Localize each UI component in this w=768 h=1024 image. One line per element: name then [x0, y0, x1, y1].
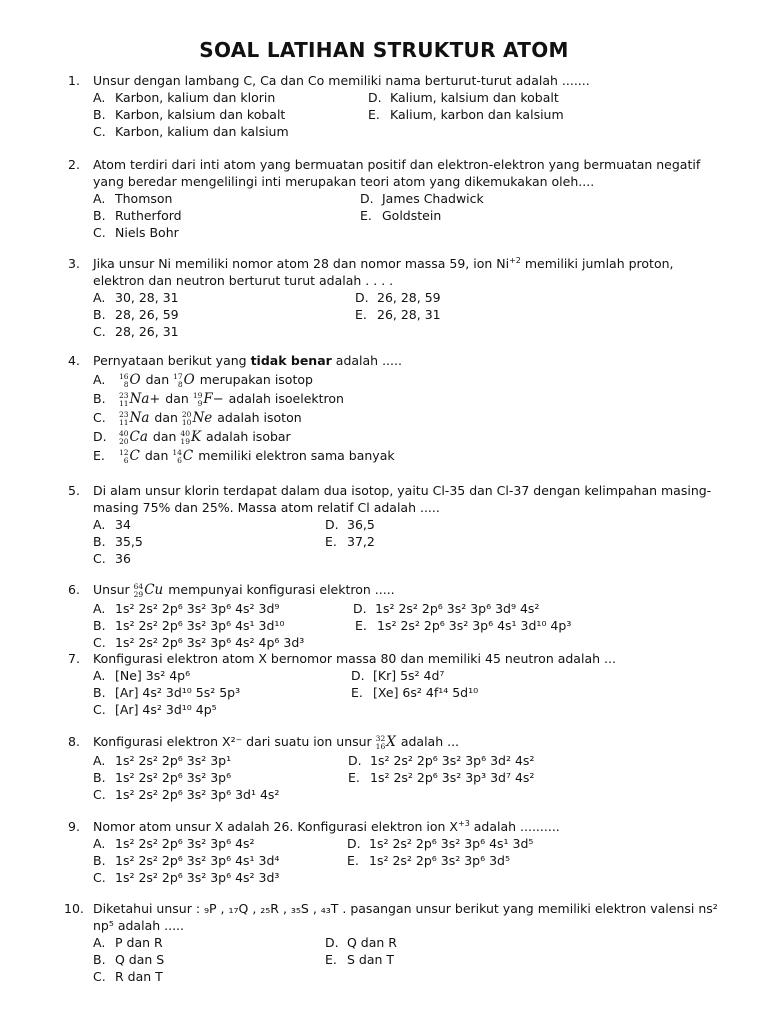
option-e: E. 1s² 2s² 2p⁶ 3s² 3p⁶ 4s¹ 3d¹⁰ 4p³ [355, 618, 572, 633]
option-a: A. Karbon, kalium dan klorin [93, 90, 276, 105]
option-d: D. 1s² 2s² 2p⁶ 3s² 3p⁶ 4s¹ 3d⁵ [347, 836, 534, 851]
question-number: 6. [68, 582, 80, 597]
option-e: E. 12 6 C dan 14 6 C memiliki elektron sama banyak [93, 447, 395, 465]
option-a: A. 1s² 2s² 2p⁶ 3s² 3p⁶ 4s² 3d⁹ [93, 601, 280, 616]
page-title: SOAL LATIHAN STRUKTUR ATOM [199, 38, 569, 62]
question-6 [68, 581, 718, 650]
option-d: D. 1s² 2s² 2p⁶ 3s² 3p⁶ 3d² 4s² [348, 753, 535, 768]
option-a: A. P dan R [93, 935, 163, 950]
option-e: E. 26, 28, 31 [355, 307, 441, 322]
option-c: C. 1s² 2s² 2p⁶ 3s² 3p⁶ 4s² 3d³ [93, 870, 280, 885]
option-c: C. 23 11 Na dan 20 10 Ne adalah isoton [93, 409, 302, 427]
nuclide-notation: 12 6 C [118, 447, 140, 465]
question-7 [68, 650, 718, 718]
question-stem [68, 482, 718, 516]
question-stem [68, 352, 718, 369]
option-e: E. Kalium, karbon dan kalsium [368, 107, 564, 122]
option-d: D. James Chadwick [360, 191, 484, 206]
question-stem [68, 156, 718, 190]
nuclide-notation: 40 19 K [180, 428, 202, 446]
option-e: E. [Xe] 6s² 4f¹⁴ 5d¹⁰ [351, 685, 479, 700]
nuclide-notation: 19 9 F − [192, 390, 224, 408]
question-stem [64, 900, 718, 934]
question-number: 9. [68, 819, 80, 834]
option-a: A. 1s² 2s² 2p⁶ 3s² 3p¹ [93, 753, 232, 768]
option-d: D. Kalium, kalsium dan kobalt [368, 90, 559, 105]
nuclide-notation: 40 20 Ca [118, 428, 148, 446]
question-text: Di alam unsur klorin terdapat dalam dua isotop, yaitu Cl-35 dan Cl-37 dengan kelimpahan masing-masing 75% dan 25%. Massa atom relatif Cl adalah ..... [93, 483, 712, 515]
option-c: C. 28, 26, 31 [93, 324, 179, 339]
nuclide-notation: 23 11 Na + [118, 390, 161, 408]
nuclide-notation: 23 11 Na [118, 409, 150, 427]
option-b: B. Rutherford [93, 208, 182, 223]
question-text: Konfigurasi elektron atom X bernomor massa 80 dan memiliki 45 neutron adalah ... [93, 651, 616, 666]
option-d: D. 40 20 Ca dan 40 19 K adalah isobar [93, 428, 291, 446]
question-1 [68, 72, 718, 140]
option-b: B. 35,5 [93, 534, 143, 549]
question-number: 10. [64, 901, 84, 916]
question-text: Atom terdiri dari inti atom yang bermuatan positif dan elektron-elektron yang bermuatan negatif yang beredar mengelilingi inti merupakan teori atom yang dikemukakan oleh.... [93, 157, 701, 189]
question-2 [68, 156, 718, 241]
nuclide-notation: 17 8 O [173, 371, 195, 389]
option-d: D. 26, 28, 59 [355, 290, 441, 305]
question-stem [68, 818, 718, 835]
option-e: E. S dan T [325, 952, 395, 967]
question-number: 1. [68, 73, 80, 88]
question-text: Nomor atom unsur X adalah 26. Konfigurasi elektron ion $X^{+3}$ adalah .......... [93, 818, 560, 834]
question-stem [68, 650, 718, 667]
question-stem [68, 581, 718, 599]
question-stem [68, 255, 718, 289]
option-b: B. 1s² 2s² 2p⁶ 3s² 3p⁶ [93, 770, 232, 785]
question-3 [68, 255, 718, 340]
question-number: 2. [68, 157, 80, 172]
option-a: A. 34 [93, 517, 131, 532]
question-text: Jika unsur Ni memiliki nomor atom 28 dan nomor massa 59, ion $Ni^{+2}$ memiliki jumlah proton, elektron dan neutron berturut turut adalah . . . . [93, 255, 674, 288]
option-d: D. Q dan R [325, 935, 397, 950]
question-stem [68, 733, 718, 751]
question-text: Unsur 64 29 Cu mempunyai konfigurasi elektron ..... [93, 581, 395, 599]
option-c: C. R dan T [93, 969, 163, 984]
question-9 [68, 818, 718, 886]
option-b: B. Q dan S [93, 952, 165, 967]
question-8 [68, 733, 718, 802]
option-a: A. 30, 28, 31 [93, 290, 179, 305]
option-c: C. Karbon, kalium dan kalsium [93, 124, 289, 139]
question-5 [68, 482, 718, 567]
option-c: C. 1s² 2s² 2p⁶ 3s² 3p⁶ 4s² 4p⁶ 3d³ [93, 635, 305, 650]
nuclide-notation: 64 29 Cu [133, 581, 164, 599]
option-c: C. 36 [93, 551, 131, 566]
option-b: B. 28, 26, 59 [93, 307, 179, 322]
option-c: C. 1s² 2s² 2p⁶ 3s² 3p⁶ 3d¹ 4s² [93, 787, 280, 802]
question-text: Diketahui unsur : ₉P , ₁₇Q , ₂₅R , ₃₅S , ₄₃T . pasangan unsur berikut yang memiliki elektron valensi ns² np⁵ adalah ..... [93, 901, 718, 933]
option-c: C. [Ar] 4s² 3d¹⁰ 4p⁵ [93, 702, 217, 717]
option-d: D. [Kr] 5s² 4d⁷ [351, 668, 445, 683]
option-e: E. 1s² 2s² 2p⁶ 3s² 3p³ 3d⁷ 4s² [348, 770, 535, 785]
nuclide-notation: 16 8 O [118, 371, 141, 389]
question-number: 7. [68, 651, 80, 666]
question-text: Konfigurasi elektron X²⁻ dari suatu ion unsur 32 16 X adalah ... [93, 733, 460, 751]
option-b: B. [Ar] 4s² 3d¹⁰ 5s² 5p³ [93, 685, 241, 700]
option-a: A. 16 8 O dan 17 8 O merupakan isotop [93, 371, 313, 389]
option-b: B. 1s² 2s² 2p⁶ 3s² 3p⁶ 4s¹ 3d¹⁰ [93, 618, 285, 633]
option-b: B. 1s² 2s² 2p⁶ 3s² 3p⁶ 4s¹ 3d⁴ [93, 853, 280, 868]
question-4 [68, 352, 718, 465]
option-b: B. 23 11 Na + dan 19 9 F − adalah isoelektron [93, 390, 344, 408]
option-a: A. 1s² 2s² 2p⁶ 3s² 3p⁶ 4s² [93, 836, 255, 851]
option-b: B. Karbon, kalsium dan kobalt [93, 107, 286, 122]
option-e: E. 37,2 [325, 534, 375, 549]
option-a: A. Thomson [93, 191, 173, 206]
nuclide-notation: 20 10 Ne [181, 409, 213, 427]
question-number: 5. [68, 483, 80, 498]
question-text: Unsur dengan lambang C, Ca dan Co memiliki nama berturut-turut adalah ....... [93, 73, 590, 88]
nuclide-notation: 32 16 X [375, 733, 396, 751]
question-10 [64, 900, 718, 985]
question-number: 8. [68, 734, 80, 749]
option-e: E. Goldstein [360, 208, 442, 223]
option-a: A. [Ne] 3s² 4p⁶ [93, 668, 191, 683]
option-c: C. Niels Bohr [93, 225, 179, 240]
option-e: E. 1s² 2s² 2p⁶ 3s² 3p⁶ 3d⁵ [347, 853, 510, 868]
option-d: D. 36,5 [325, 517, 375, 532]
question-text: Pernyataan berikut yang tidak benar adalah ..... [93, 353, 402, 368]
question-number: 4. [68, 353, 80, 368]
question-number: 3. [68, 256, 80, 271]
nuclide-notation: 14 6 C [172, 447, 194, 465]
option-d: D. 1s² 2s² 2p⁶ 3s² 3p⁶ 3d⁹ 4s² [353, 601, 540, 616]
question-stem [68, 72, 718, 89]
